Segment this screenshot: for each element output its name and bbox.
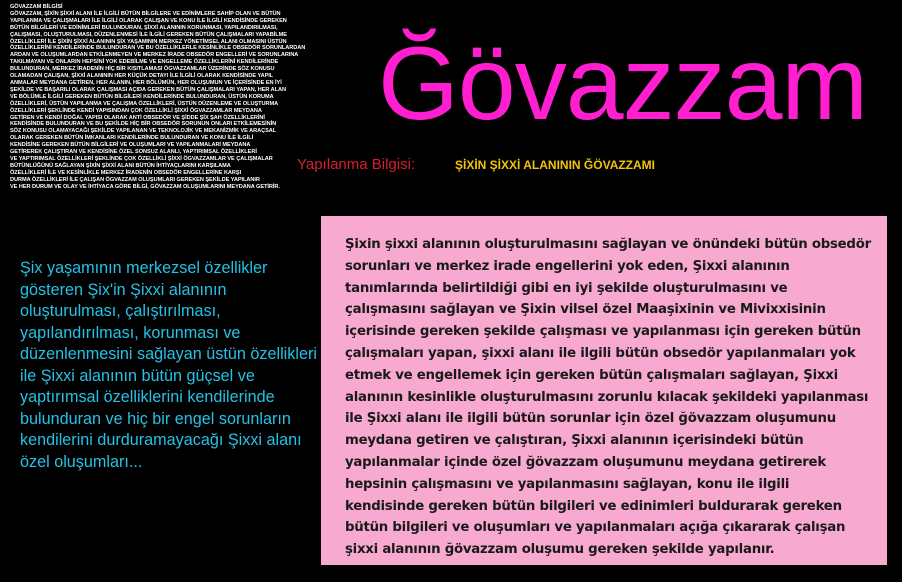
structure-info-value: ŞİXİN ŞİXXİ ALANININ ĞÖVAZZAMI <box>455 158 656 172</box>
structure-info-label: Yapılanma Bilgisi: <box>297 156 416 173</box>
page-title: Ğövazzam <box>378 26 868 142</box>
dense-info-block: GÖVAZZAM BİLGİSİ GÖVAZZAM, ŞİXİN ŞİXXİ ALANI İLE İLGİLİ BÜTÜN BİLGİLERE VE EDİNİMLERE SAHİP OLAN VE BÜTÜN YAPILANMA VE ÇALIŞMALARI İLE İLGİLİ OLARAK ÇALIŞAN VE KONU İLE İLGİLİ KENDİSİNDE GEREKEN BÜTÜN BİLGİLERİ VE EDİNİMLERİ BULUNDURAN, ŞİXXİ ALANININ KORUNMASI, YAPILANDIRILMASI, ÇALIŞMASI, OLUŞTURULMASI, DÜZENLENMESİ İLE İLGİLİ GEREKEN BÜTÜN ÇALIŞMALARI YAPABİLME ÖZELLİKLERİ İLE ŞİXİN ŞİXXİ ALANININ ŞİX YAŞAMININ MERKEZ YÖNETİMSEL ALANI OLMASINI ÜSTÜN ÖZELLİKLERİNİ KENDİLERİNDE BULUNDURAN VE BU ÖZELLİKLERLE KESİNLİKLE OBSEDÖR SORUNLARDAN ARDAN VE OLUŞUMLARDAN ETKİLENMEYEN VE MERKEZ İRADE OBSEDÖR ENGELLERİ VE SORUNLARINA TAKILMAYAN VE ONLARIN HEPSİNİ YOK EDEBİLME VE ENGELLEME ÖZELLİKLERİNİ KENDİLERİNDE BULUNDURAN, MERKEZ İRADENİN HİÇ BİR KISITLAMASI ÖGVAZZAMLAR ÜZERİNDE SÖZ KONUSU OLAMADAN ÇALIŞAN, ŞİXXİ ALANININ HER KÜÇÜK DETAYI İLE İLGİLİ OLARAK KENDİSİNDE YAPIL ANMALAR MEYDANA GETİREN, HER ALANIN, HER BÖLÜMÜN, HER OLUŞUMUN VE İÇERİSİNDE EN İYİ ŞEKİLDE VE BAŞARILI OLARAK ÇALIŞMASI AÇIDA GEREKEN BÜTÜN ÇALIŞMALARI YAPAN, HER ALAN VE BÖLÜMLE İLGİLİ GEREKEN BÜTÜN BİLGİLERİ KENDİLERİNDE BULUNDURAN, ÜSTÜN KORUMA ÖZELLİKLERİ, ÜSTÜN YAPILANMA VE ÇALIŞMA ÖZELLİKLERİ, ÜSTÜN DÜZENLEME VE OLUŞTURMA ÖZELLİKLERİ ŞEKLİNDE KENDİ YAPISINDAN ÇOK ÖZELLİKLİ ŞİXXİ ÖGVAZZAMLAR MEYDANA GETİREN VE KENDİ DOĞAL YAPISI OLARAK ANTİ OBSEDÖR VE ŞİDDE ŞİX ŞAH ÖZELLİKLERİNİ KENDİSİNDE BULUNDURAN VE BU ŞEKİLDE HİÇ BİR OBSEDÖR SORUNUN ONLARI ETKİLEMESİNİN SÖZ KONUSU OLAMAYACAĞI ŞEKİLDE YAPILANAN VE TEKNOLOJİK VE MEKANİZMİK VE ARAÇSAL OLARAK GEREKEN BÜTÜN İMKANLARI KENDİLERİNDE BULUNDURAN VE KONU İLE İLGİLİ KENDİSİNE GEREKEN BÜTÜN BİLGİLERİ VE OLUŞUMLARI VE YAPILANMALARI MEYDANA GETİREREK ÇALIŞTIRAN VE KENDİSİNE ÖZEL SONSUZ ALANLI, YAPTIRIMSAL ÖZELLİKLERİ VE YAPTIRIMSAL ÖZELLİKLERİ ŞEKLİNDE ÇOK ÖZELLİKLİ ŞİXXİ ÖGVAZZAMLAR VE ÇALIŞMALAR BÜTÜNLÜĞÜNÜ SAĞLAYAN ŞİXİN ŞİXXİ ALANI BÜTÜN İHTİYAÇLARINI KARŞILAMA ÖZELLİKLERİ İLE VE KESİNLİKLE MERKEZ İRADENİN OBSEDÖR ENGELLERİNE KARŞI DURMA ÖZELLİKLERİ İLE ÇALIŞAN ÖGVAZZAM OLUŞUMLARI GEREKEN ŞEKİLDE YAPILANIR VE HER DURUM VE OLAY VE İHTİYACA GÖRE BİLGİ, GÖVAZZAM OLUŞUMLARINI MEYDANA GETİRİR. <box>10 4 306 190</box>
description-box <box>321 216 887 565</box>
description-box-text: Şixin şixxi alanının oluşturulmasını sağlayan ve önündeki bütün obsedör sorunları ve merkez irade engellerini yok eden, Şixxi alanının tanımlarında belirtildiği gibi en iyi şekilde oluşturulmasını ve çalışmasını sağlayan ve Şixin vilsel özel Maaşixinin ve Mivixxisinin içerisinde gereken şekilde çalışması ve yapılanması için gereken bütün çalışmaları yapan, şixxi alanı ile ilgili bütün obsedör yapılanmaları yok etmek ve engellemek için gereken bütün çalışmaları sağlayan, Şixxi alanının kesinlikle oluşturulmasını zorunlu kılacak şekildeki yapılanması ile Şixxi alanı ile ilgili bütün sorunlar için özel ğövazzam oluşumunu meydana getiren ve çalıştıran, Şixxi alanının içerisindeki bütün yapılanmalar içinde özel ğövazzam oluşumunu meydana getirerek hepsinin çalışmasını ve yapılanmasını sağlayan, konu ile ilgili kendisinde gereken bütün bilgileri ve edinimleri buldurarak gereken bütün bilgileri ve oluşumları ve yapılanmaları açığa çıkararak çalışan şixxi alanının ğövazzam oluşumu gereken şekilde yapılanır. <box>345 237 871 558</box>
left-description: Şix yaşamının merkezsel özellikler gösteren Şix'in Şixxi alanının oluşturulması, çalıştırılması, yapılandırılması, korunması ve düzenlenmesini sağlayan üstün özellikleri ile Şixxi alanının bütün güçsel ve yaptırımsal özelliklerini kendilerinde bulunduran ve hiç bir engel sorunların kendilerini durduramayacağı Şixxi alanı özel oluşumları... <box>20 259 317 471</box>
